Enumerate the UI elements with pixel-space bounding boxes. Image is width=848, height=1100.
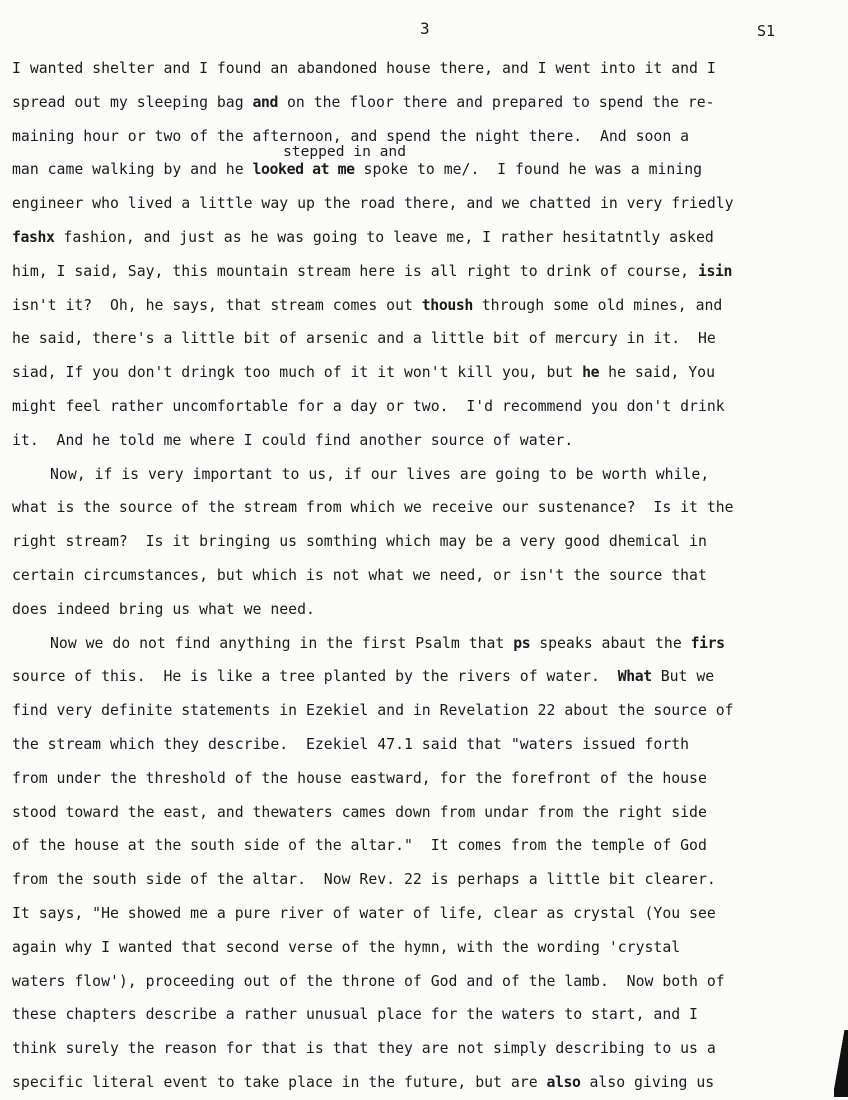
text-line	[12, 627, 842, 661]
text-line	[12, 931, 842, 965]
line-text: stood toward the east, and thewaters cames down from undar from the right side	[12, 803, 707, 821]
text-line	[12, 289, 842, 323]
line-text: spread out my sleeping bag	[12, 93, 253, 111]
line-text: man came walking by and he	[12, 161, 253, 179]
line-text: specific literal event to take place in the future, but are	[12, 1073, 547, 1091]
text-line	[12, 965, 842, 999]
text-line	[12, 322, 842, 356]
text-line	[12, 559, 842, 593]
text-line	[12, 762, 842, 796]
text-line	[12, 221, 842, 255]
text-line	[12, 796, 842, 830]
line-text: certain circumstances, but which is not what we need, or isn't the source that	[12, 566, 707, 584]
struck-out-text: What	[617, 668, 652, 686]
line-text: maining hour or two of the afternoon, and spend the night there. And soon a	[12, 127, 690, 145]
text-line	[12, 660, 842, 694]
struck-out-text: looked at me	[252, 161, 355, 179]
text-line	[12, 525, 842, 559]
text-line	[12, 390, 842, 424]
text-line	[12, 187, 842, 221]
text-line	[12, 1032, 842, 1066]
line-text: from under the threshold of the house eastward, for the forefront of the house	[12, 769, 707, 787]
text-line	[12, 863, 842, 897]
text-line	[12, 593, 842, 627]
text-line	[12, 728, 842, 762]
line-text: through some old mines, and	[472, 296, 723, 314]
line-text: think surely the reason for that is that they are not simply describing to us a	[12, 1040, 716, 1058]
text-line	[12, 998, 842, 1032]
text-line	[12, 120, 842, 154]
line-text: Now we do not find anything in the first Psalm that	[50, 634, 514, 652]
text-line	[12, 1066, 842, 1100]
line-text: right stream? Is it bringing us somthing which may be a very good dhemical in	[12, 533, 707, 551]
line-text: he said, You	[599, 364, 715, 382]
line-text: But we	[651, 668, 715, 686]
line-text: from the south side of the altar. Now Rev. 22 is perhaps a little bit clearer.	[12, 871, 716, 889]
page-number: 3	[420, 19, 430, 38]
line-text: these chapters describe a rather unusual place for the waters to start, and I	[12, 1006, 698, 1024]
line-text: waters flow'), proceeding out of the throne of God and of the lamb. Now both of	[12, 972, 725, 990]
text-line	[12, 897, 842, 931]
line-text: isn't it? Oh, he says, that stream comes out	[12, 296, 422, 314]
struck-out-text: isin	[697, 262, 732, 280]
text-line	[12, 143, 842, 187]
line-text: the stream which they describe. Ezekiel 47.1 said that "waters issued forth	[12, 735, 690, 753]
line-text: engineer who lived a little way up the road there, and we chatted in very friedly	[12, 195, 734, 213]
line-text: of the house at the south side of the altar." It comes from the temple of God	[12, 837, 707, 855]
text-line	[12, 829, 842, 863]
line-text: find very definite statements in Ezekiel and in Revelation 22 about the source of	[12, 702, 734, 720]
line-text: fashion, and just as he was going to leave me, I rather hesitatntly asked	[54, 228, 714, 246]
line-text: what is the source of the stream from which we receive our sustenance? Is it the	[12, 499, 734, 517]
line-text: source of this. He is like a tree planted by the rivers of water.	[12, 668, 618, 686]
struck-out-text: ps	[513, 634, 531, 652]
line-text: it. And he told me where I could find another source of water.	[12, 431, 574, 449]
struck-out-text: and	[252, 93, 279, 111]
line-text: he said, there's a little bit of arsenic and a little bit of mercury in it. He	[12, 330, 716, 348]
line-text: I wanted shelter and I found an abandoned house there, and I went into it and I	[12, 60, 716, 77]
text-line	[12, 255, 842, 289]
text-line	[12, 694, 842, 728]
text-line	[12, 52, 842, 86]
interlinear-insertion: stepped in and	[283, 143, 407, 161]
text-line	[12, 424, 842, 458]
document-body	[12, 52, 842, 1100]
text-line	[12, 491, 842, 525]
page-code: S1	[757, 22, 776, 40]
line-text: speaks abaut the	[530, 634, 691, 652]
line-text: also giving us	[580, 1073, 715, 1091]
page-edge-shadow	[834, 1030, 848, 1097]
struck-out-text: also	[546, 1073, 581, 1091]
line-text: siad, If you don't dringk too much of it it won't kill you, but	[12, 364, 583, 382]
line-text: again why I wanted that second verse of the hymn, with the wording 'crystal	[12, 938, 681, 956]
line-text: Now, if is very important to us, if our lives are going to be worth while,	[50, 465, 710, 483]
text-line	[12, 458, 842, 492]
text-line	[12, 86, 842, 120]
struck-out-text: he	[582, 364, 600, 382]
line-text: him, I said, Say, this mountain stream here is all right to drink of course,	[12, 262, 698, 280]
line-text: does indeed bring us what we need.	[12, 600, 315, 618]
struck-out-text: firs	[690, 634, 725, 652]
struck-out-text: thoush	[421, 296, 473, 314]
text-line	[12, 356, 842, 390]
line-text: spoke to me/. I found he was a mining	[354, 161, 703, 179]
line-text: on the floor there and prepared to spend the re-	[278, 93, 715, 111]
struck-out-text: fashx	[12, 228, 55, 246]
line-text: It says, "He showed me a pure river of water of life, clear as crystal (You see	[12, 904, 716, 922]
line-text: might feel rather uncomfortable for a day or two. I'd recommend you don't drink	[12, 397, 725, 415]
